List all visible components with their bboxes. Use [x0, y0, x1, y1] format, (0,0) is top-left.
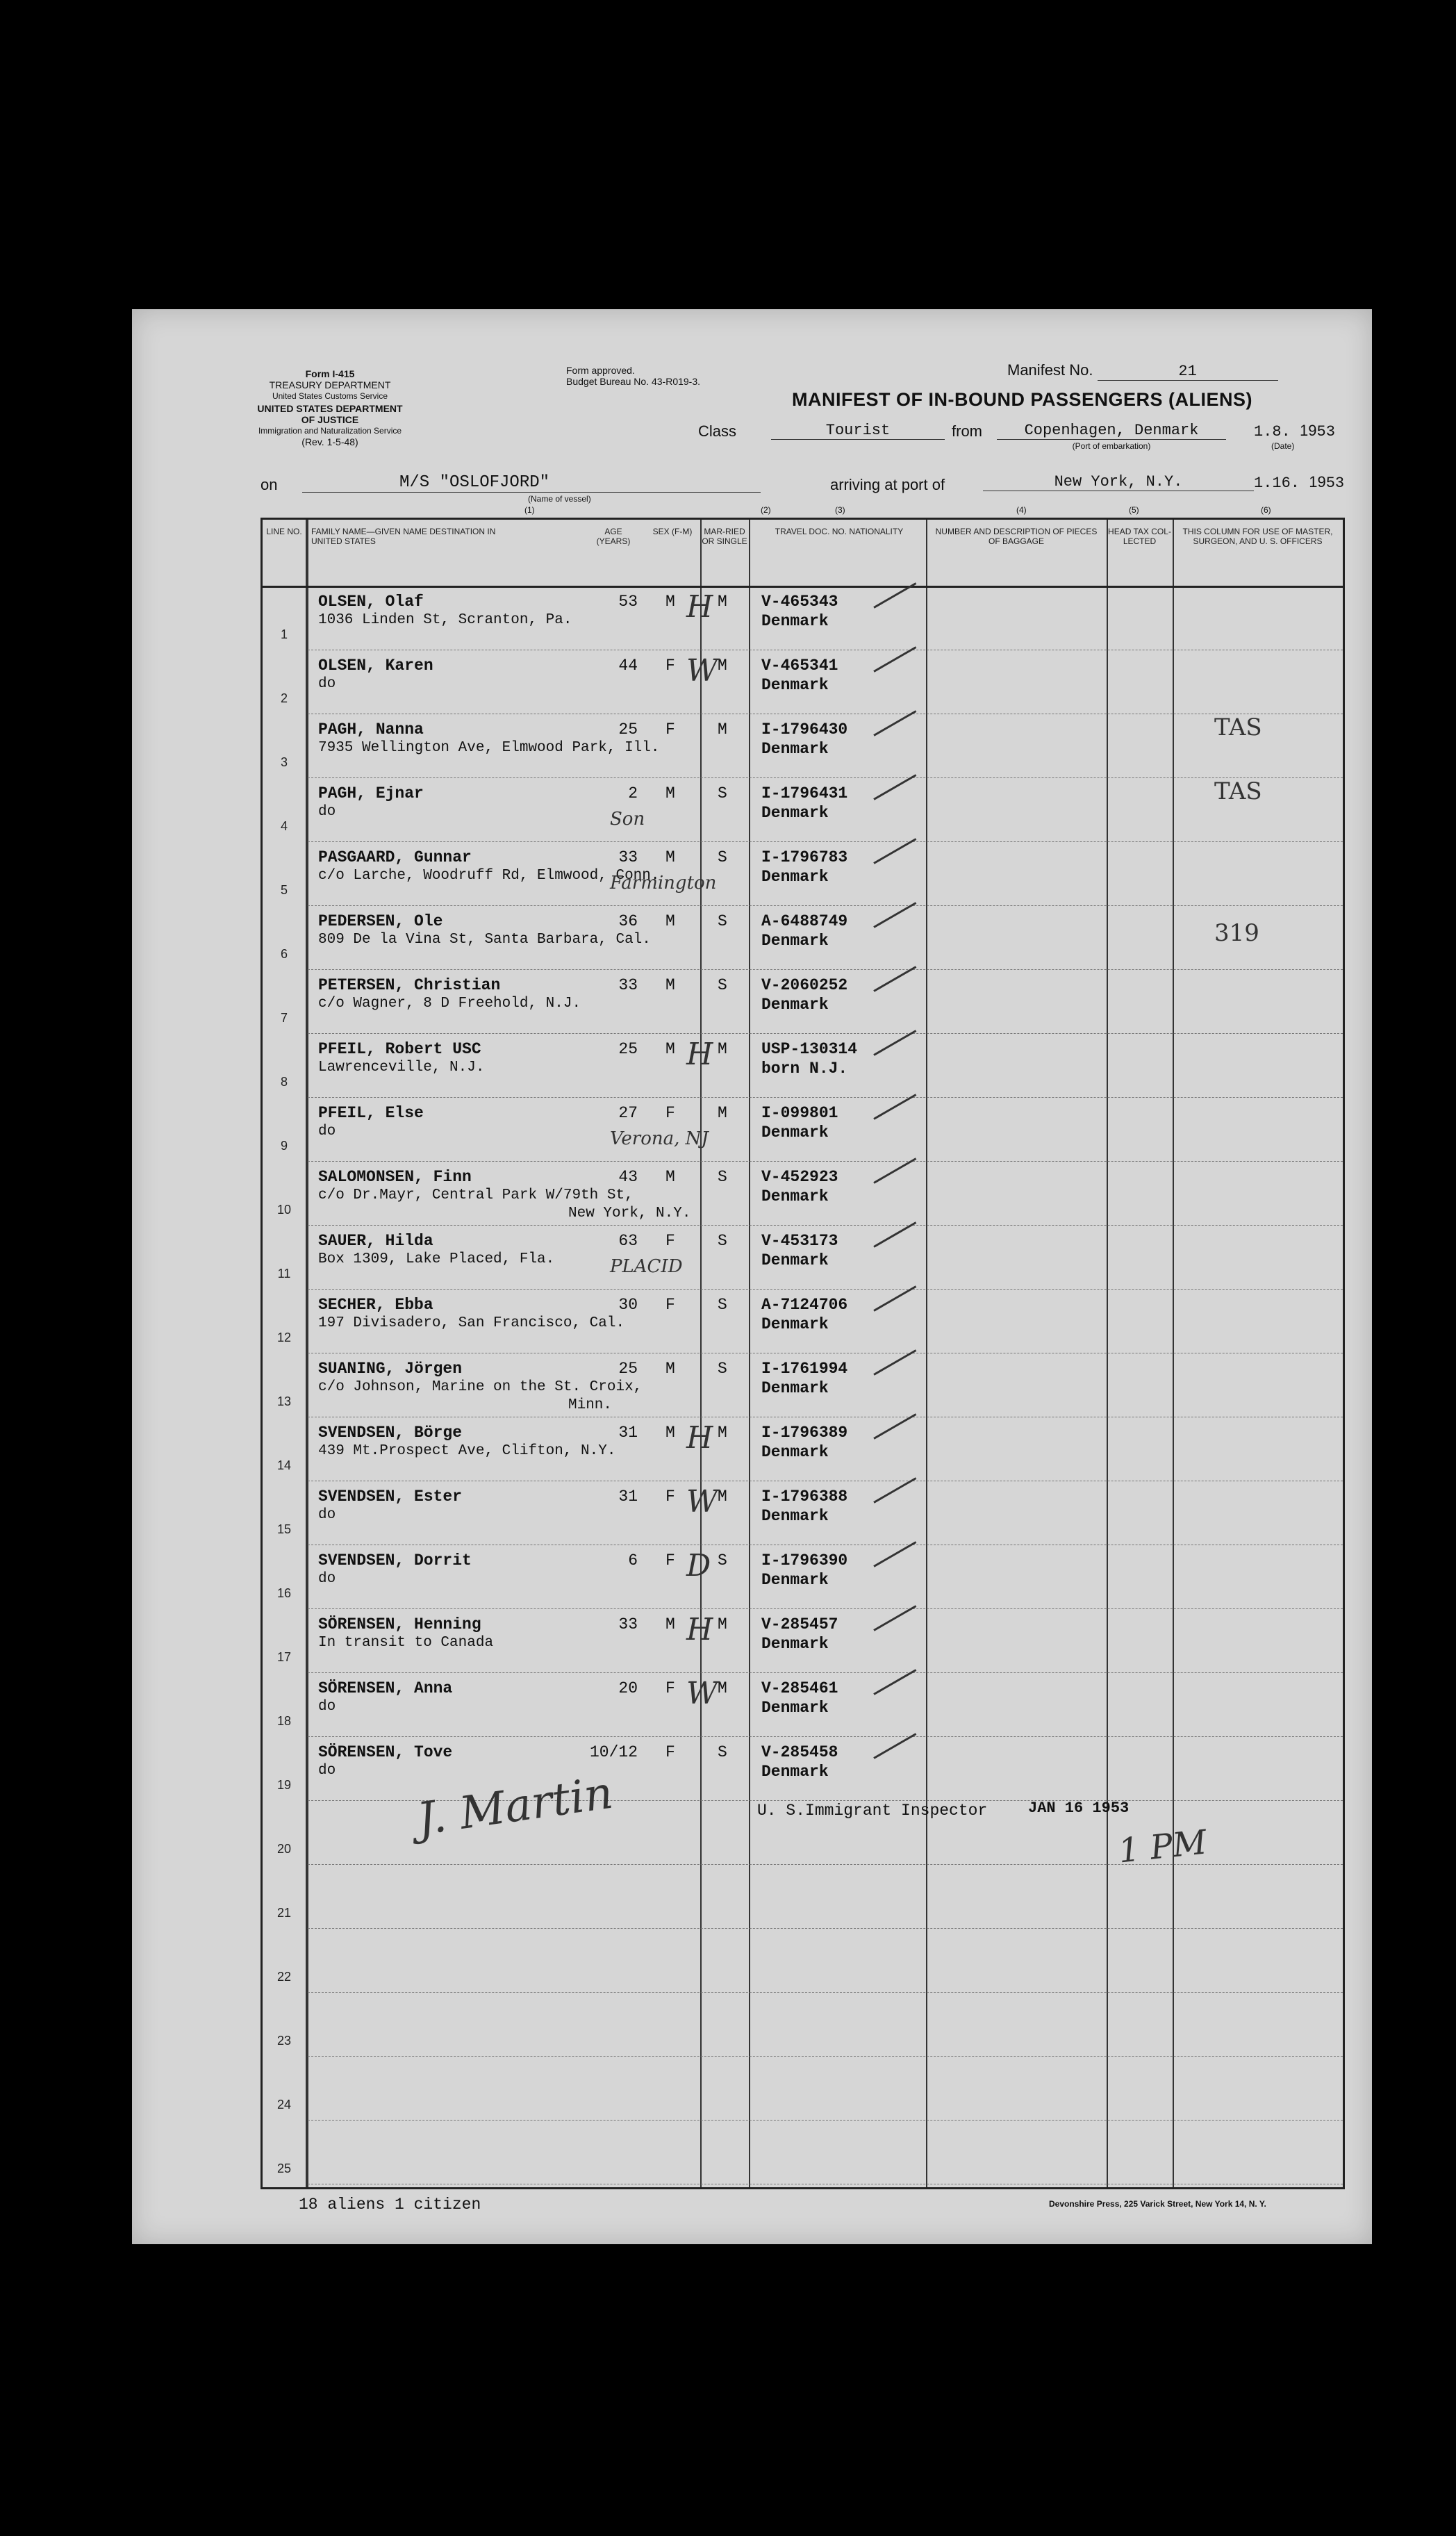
destination: do: [318, 676, 336, 692]
nationality: Denmark: [761, 1571, 829, 1589]
check-mark: [873, 1349, 916, 1376]
ins-service: Immigration and Naturalization Service: [258, 426, 402, 436]
passenger-table: [260, 518, 1345, 2189]
handwritten-note: W: [686, 653, 718, 689]
marital-status: S: [718, 848, 727, 866]
line-number: 25: [276, 2162, 292, 2175]
justice-dept: UNITED STATES DEPARTMENT OF JUSTICE: [257, 403, 403, 425]
sex: F: [665, 1296, 675, 1314]
col-name-header: FAMILY NAME—GIVEN NAME DESTINATION IN UNITED STATES: [311, 527, 496, 546]
passenger-name: SECHER, Ebba: [318, 1296, 433, 1314]
age: 27: [618, 1104, 638, 1122]
marital-status: M: [718, 657, 727, 675]
age: 33: [618, 1615, 638, 1633]
marital-status: S: [718, 784, 727, 802]
nationality: Denmark: [761, 996, 829, 1014]
destination: c/o Larche, Woodruff Rd, Elmwood, Conn.: [318, 868, 660, 884]
line-number: 6: [280, 947, 288, 961]
class-value: Tourist: [771, 422, 945, 440]
passenger-name: SVENDSEN, Börge: [318, 1424, 463, 1442]
passenger-name: SÖRENSEN, Anna: [318, 1679, 453, 1697]
nationality: Denmark: [761, 1379, 829, 1397]
sex: F: [665, 1104, 675, 1122]
age: 31: [618, 1488, 638, 1506]
line-number: 22: [276, 1970, 292, 1984]
col-tax-header: HEAD TAX COL-LECTED: [1108, 527, 1171, 546]
travel-doc-number: V-465343: [761, 593, 838, 611]
col-num-2: (2): [761, 505, 771, 515]
age: 30: [618, 1296, 638, 1314]
form-number: Form I-415: [305, 368, 355, 379]
treasury-dept: TREASURY DEPARTMENT: [269, 379, 391, 390]
nationality: Denmark: [761, 1187, 829, 1205]
col-age-header: AGE (YEARS): [596, 527, 631, 546]
age: 6: [628, 1551, 638, 1570]
line-number: 23: [276, 2034, 292, 2048]
table-row: [263, 841, 1343, 905]
destination: do: [318, 1571, 336, 1587]
nationality: Denmark: [761, 740, 829, 758]
table-row: [263, 650, 1343, 714]
line-number: 2: [280, 691, 288, 705]
handwritten-note: Farmington: [610, 873, 717, 894]
destination: 439 Mt.Prospect Ave, Clifton, N.Y.: [318, 1443, 616, 1459]
handwritten-note: PLACID: [610, 1256, 683, 1277]
check-mark: [873, 1541, 916, 1567]
vessel-name-value: M/S "OSLOFJORD": [399, 473, 550, 492]
passenger-name: PASGAARD, Gunnar: [318, 848, 472, 866]
check-mark: [873, 1477, 916, 1504]
sex: M: [665, 1040, 675, 1058]
nationality: Denmark: [761, 1443, 829, 1461]
marital-status: M: [718, 593, 727, 611]
travel-doc-number: I-1796783: [761, 848, 848, 866]
passenger-name: SVENDSEN, Dorrit: [318, 1551, 472, 1570]
travel-doc-number: I-099801: [761, 1104, 838, 1122]
check-mark: [873, 966, 916, 992]
table-row: [263, 1545, 1343, 1608]
check-mark: [873, 582, 916, 609]
table-row: [263, 1608, 1343, 1672]
table-row: [263, 2056, 1343, 2120]
arriving-label: arriving at port of: [830, 476, 945, 493]
check-mark: [873, 902, 916, 928]
nationality: Denmark: [761, 1123, 829, 1142]
vessel-name: [302, 473, 761, 493]
col-num-1: (1): [524, 505, 535, 515]
nationality: Denmark: [761, 1251, 829, 1269]
line-number: 12: [276, 1331, 292, 1344]
line-number: 9: [280, 1139, 288, 1153]
marital-status: S: [718, 1296, 727, 1314]
check-mark: [873, 1094, 916, 1120]
marital-status: S: [718, 1551, 727, 1570]
sex: F: [665, 1551, 675, 1570]
on-label: on: [260, 476, 278, 493]
travel-doc-number: USP-130314: [761, 1040, 858, 1058]
destination-cont: Minn.: [568, 1397, 613, 1413]
age: 43: [618, 1168, 638, 1186]
table-row: [263, 1161, 1343, 1225]
form-approved: Form approved.: [566, 365, 635, 376]
from-label: from: [952, 422, 982, 440]
marital-status: S: [718, 1168, 727, 1186]
nationality: Denmark: [761, 1315, 829, 1333]
passenger-name: SALOMONSEN, Finn: [318, 1168, 472, 1186]
line-number: 15: [276, 1522, 292, 1536]
travel-doc-number: V-285461: [761, 1679, 838, 1697]
line-number: 11: [277, 1267, 291, 1281]
passenger-name: SVENDSEN, Ester: [318, 1488, 463, 1506]
officer-note: TAS: [1214, 714, 1262, 741]
sex: M: [665, 784, 675, 802]
sex: F: [665, 1679, 675, 1697]
age: 33: [618, 848, 638, 866]
col-doc-header: TRAVEL DOC. NO. NATIONALITY: [775, 527, 904, 536]
embarkation-caption: (Port of embarkation): [1072, 441, 1151, 451]
marital-status: M: [718, 721, 727, 739]
travel-doc-number: V-285457: [761, 1615, 838, 1633]
age: 33: [618, 976, 638, 994]
table-row: [263, 1417, 1343, 1481]
line-number: 7: [280, 1011, 288, 1025]
col-num-6: (6): [1261, 505, 1271, 515]
travel-doc-number: V-465341: [761, 657, 838, 675]
table-row: [263, 1289, 1343, 1353]
destination: 1036 Linden St, Scranton, Pa.: [318, 612, 572, 628]
check-mark: [873, 1413, 916, 1440]
travel-doc-number: A-6488749: [761, 912, 848, 930]
date-caption: (Date): [1271, 441, 1295, 451]
officer-note: 319: [1214, 919, 1259, 947]
table-row: [263, 1672, 1343, 1736]
travel-doc-number: I-1796390: [761, 1551, 848, 1570]
nationality: Denmark: [761, 804, 829, 822]
printer-line: Devonshire Press, 225 Varick Street, New York 14, N. Y.: [1049, 2199, 1266, 2209]
destination: do: [318, 804, 336, 820]
table-row: [263, 1928, 1343, 1992]
table-row: [263, 1353, 1343, 1417]
line-number: 10: [276, 1203, 292, 1217]
totals-line: 18 aliens 1 citizen: [299, 2196, 481, 2214]
table-row: [263, 1864, 1343, 1928]
check-mark: [873, 1158, 916, 1184]
col-baggage-header: NUMBER AND DESCRIPTION OF PIECES OF BAGGAGE: [935, 527, 1098, 546]
arrival-year-prefix: 19: [1309, 473, 1326, 491]
marital-status: M: [718, 1104, 727, 1122]
line-number: 17: [276, 1650, 292, 1664]
travel-doc-number: V-285458: [761, 1743, 838, 1761]
table-row: [263, 777, 1343, 841]
arrival-year: 53: [1325, 475, 1345, 492]
travel-doc-number: A-7124706: [761, 1296, 848, 1314]
handwritten-note: H: [686, 1420, 713, 1456]
manifest-no-label: Manifest No.: [1007, 361, 1093, 379]
table-row: [263, 714, 1343, 777]
passenger-name: PETERSEN, Christian: [318, 976, 501, 994]
inspector-signature: J. Martin: [414, 1767, 616, 1846]
passenger-name: OLSEN, Karen: [318, 657, 433, 675]
line-number: 13: [276, 1394, 292, 1408]
col-line-header: LINE NO.: [266, 527, 302, 536]
line-number: 5: [280, 883, 288, 897]
check-mark: [873, 1285, 916, 1312]
age: 25: [618, 1040, 638, 1058]
arrival-date-value: 1.16.: [1254, 475, 1300, 492]
check-mark: [873, 1669, 916, 1695]
age: 20: [618, 1679, 638, 1697]
travel-doc-number: I-1796430: [761, 721, 848, 739]
table-row: [263, 1736, 1343, 1800]
table-row: [263, 1033, 1343, 1097]
marital-status: M: [718, 1424, 727, 1442]
line-number: 20: [276, 1842, 292, 1856]
line-number: 14: [276, 1458, 292, 1472]
marital-status: S: [718, 1360, 727, 1378]
table-row: [263, 1097, 1343, 1161]
manifest-number: [1007, 361, 1278, 381]
handwritten-note: D: [686, 1548, 711, 1583]
justice-block: [250, 403, 410, 447]
table-row: [263, 2120, 1343, 2184]
col-sex-header: SEX (F-M): [652, 527, 693, 536]
sex: F: [665, 1232, 675, 1250]
handwritten-note: W: [686, 1676, 718, 1711]
sex: M: [665, 848, 675, 866]
line-number: 18: [276, 1714, 292, 1728]
nationality: Denmark: [761, 612, 829, 630]
departure-date-value: 1.8.: [1254, 423, 1291, 440]
age: 44: [618, 657, 638, 675]
check-mark: [873, 646, 916, 673]
destination: 809 De la Vina St, Santa Barbara, Cal.: [318, 932, 651, 948]
handwritten-note: H: [686, 1612, 713, 1647]
table-row: [263, 586, 1343, 650]
check-mark: [873, 1733, 916, 1759]
destination: c/o Johnson, Marine on the St. Croix,: [318, 1379, 643, 1395]
line-number: 19: [276, 1778, 292, 1792]
age: 25: [618, 721, 638, 739]
check-mark: [873, 1030, 916, 1056]
customs-service: United States Customs Service: [272, 391, 388, 401]
age: 2: [628, 784, 638, 802]
destination: do: [318, 1699, 336, 1715]
table-row: [263, 969, 1343, 1033]
passenger-name: OLSEN, Olaf: [318, 593, 424, 611]
passenger-name: PAGH, Nanna: [318, 721, 424, 739]
marital-status: M: [718, 1488, 727, 1506]
class-label: Class: [698, 422, 737, 440]
line-number: 3: [280, 755, 288, 769]
marital-status: S: [718, 1232, 727, 1250]
passenger-name: SÖRENSEN, Henning: [318, 1615, 481, 1633]
sex: M: [665, 1360, 675, 1378]
line-number: 8: [280, 1075, 288, 1089]
nationality: Denmark: [761, 1763, 829, 1781]
inspection-stamp: JAN 16 1953: [1028, 1800, 1130, 1817]
travel-doc-number: I-1796388: [761, 1488, 848, 1506]
col-num-3: (3): [835, 505, 845, 515]
departure-year-prefix: 19: [1300, 422, 1317, 439]
col-officers-header: THIS COLUMN FOR USE OF MASTER, SURGEON, AND U. S. OFFICERS: [1182, 527, 1333, 546]
nationality: Denmark: [761, 1699, 829, 1717]
handwritten-note: H: [686, 589, 713, 625]
travel-doc-number: I-1761994: [761, 1360, 848, 1378]
marital-status: M: [718, 1615, 727, 1633]
handwritten-note: Verona, NJ: [610, 1128, 709, 1149]
check-mark: [873, 1605, 916, 1631]
form-info-block: [250, 368, 410, 402]
check-mark: [873, 838, 916, 864]
nationality: Denmark: [761, 676, 829, 694]
col-num-5: (5): [1129, 505, 1139, 515]
handwritten-note: Son: [610, 809, 645, 830]
marital-status: M: [718, 1040, 727, 1058]
age: 25: [618, 1360, 638, 1378]
sex: M: [665, 1424, 675, 1442]
sex: M: [665, 593, 675, 611]
passenger-name: PFEIL, Robert USC: [318, 1040, 481, 1058]
vessel-caption: (Name of vessel): [528, 494, 591, 504]
passenger-name: SÖRENSEN, Tove: [318, 1743, 453, 1761]
destination-cont: New York, N.Y.: [568, 1205, 691, 1221]
sex: M: [665, 976, 675, 994]
table-row: [263, 905, 1343, 969]
travel-doc-number: I-1796431: [761, 784, 848, 802]
marital-status: S: [718, 912, 727, 930]
check-mark: [873, 1221, 916, 1248]
approval-block: [566, 365, 700, 387]
nationality: Denmark: [761, 932, 829, 950]
age: 10/12: [589, 1743, 638, 1761]
table-row: [263, 1225, 1343, 1289]
line-number: 4: [280, 819, 288, 833]
travel-doc-number: I-1796389: [761, 1424, 848, 1442]
handwritten-note: H: [686, 1037, 713, 1072]
sex: F: [665, 1488, 675, 1506]
passenger-name: PFEIL, Else: [318, 1104, 424, 1122]
manifest-no-value: 21: [1098, 363, 1278, 381]
destination: do: [318, 1123, 336, 1139]
departure-year: 53: [1316, 423, 1335, 440]
table-row: [263, 1481, 1343, 1545]
line-number: 16: [276, 1586, 292, 1600]
revision: (Rev. 1-5-48): [301, 436, 358, 447]
nationality: Denmark: [761, 1635, 829, 1653]
passenger-name: SUANING, Jörgen: [318, 1360, 463, 1378]
departure-date: [1254, 422, 1335, 440]
passenger-name: PEDERSEN, Ole: [318, 912, 443, 930]
nationality: Denmark: [761, 868, 829, 886]
port-value: New York, N.Y.: [983, 473, 1254, 491]
travel-doc-number: V-452923: [761, 1168, 838, 1186]
arrival-date: [1254, 473, 1344, 492]
sex: M: [665, 912, 675, 930]
marital-status: S: [718, 1743, 727, 1761]
passenger-name: PAGH, Ejnar: [318, 784, 424, 802]
destination: 7935 Wellington Ave, Elmwood Park, Ill.: [318, 740, 660, 756]
age: 63: [618, 1232, 638, 1250]
manifest-sheet: [132, 309, 1372, 2244]
destination: In transit to Canada: [318, 1635, 494, 1651]
sex: M: [665, 1615, 675, 1633]
travel-doc-number: V-2060252: [761, 976, 848, 994]
destination: Lawrenceville, N.J.: [318, 1060, 485, 1076]
destination: c/o Wagner, 8 D Freehold, N.J.: [318, 996, 581, 1012]
nationality: Denmark: [761, 1507, 829, 1525]
destination: do: [318, 1763, 336, 1779]
destination: 197 Divisadero, San Francisco, Cal.: [318, 1315, 625, 1331]
col-num-4: (4): [1016, 505, 1027, 515]
manifest-title: MANIFEST OF IN-BOUND PASSENGERS (ALIENS): [792, 389, 1253, 410]
destination: do: [318, 1507, 336, 1523]
sex: F: [665, 1743, 675, 1761]
budget-bureau: Budget Bureau No. 43-R019-3.: [566, 376, 701, 387]
inspection-time: 1 PM: [1116, 1822, 1209, 1871]
line-number: 1: [280, 627, 288, 641]
marital-status: M: [718, 1679, 727, 1697]
table-row: [263, 1992, 1343, 2056]
age: 53: [618, 593, 638, 611]
passenger-name: SAUER, Hilda: [318, 1232, 433, 1250]
age: 31: [618, 1424, 638, 1442]
line-number: 24: [276, 2098, 292, 2111]
from-value: Copenhagen, Denmark: [997, 422, 1226, 440]
travel-doc-number: V-453173: [761, 1232, 838, 1250]
destination: c/o Dr.Mayr, Central Park W/79th St,: [318, 1187, 634, 1203]
check-mark: [873, 774, 916, 800]
check-mark: [873, 710, 916, 736]
nationality: born N.J.: [761, 1060, 848, 1078]
marital-status: S: [718, 976, 727, 994]
age: 36: [618, 912, 638, 930]
line-number: 21: [276, 1906, 292, 1920]
inspector-label: U. S.Immigrant Inspector: [757, 1802, 988, 1820]
destination: Box 1309, Lake Placed, Fla.: [318, 1251, 555, 1267]
sex: F: [665, 721, 675, 739]
sex: F: [665, 657, 675, 675]
officer-note: TAS: [1214, 777, 1262, 805]
class-line: [698, 422, 736, 440]
handwritten-note: W: [686, 1484, 718, 1520]
col-married-header: MAR-RIED OR SINGLE: [702, 527, 747, 546]
sex: M: [665, 1168, 675, 1186]
